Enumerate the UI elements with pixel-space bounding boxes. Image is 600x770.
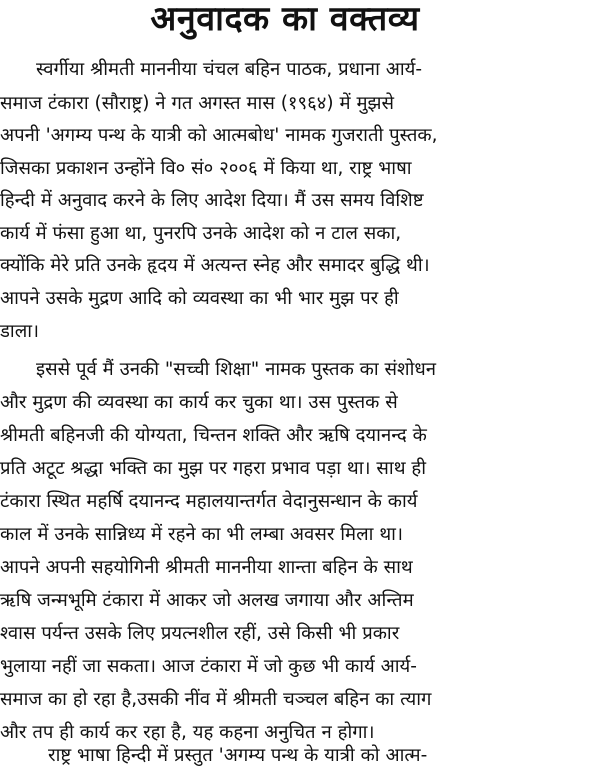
paragraph-line: श्रीमती बहिनजी की योग्यता, चिन्तन शक्ति और ऋषि दयानन्द के — [0, 425, 427, 446]
paragraph-line: काल में उनके सान्निध्य में रहने का भी लम्बा अवसर मिला था। — [0, 524, 403, 545]
paragraph-line: क्योंकि मेरे प्रति उनके हृदय में अत्यन्त स्नेह और समादर बुद्धि थी। — [0, 255, 430, 276]
paragraph-line: अपनी 'अगम्य पन्थ के यात्री को आत्मबोध' नामक गुजराती पुस्तक, — [0, 125, 438, 146]
paragraph-line: श्वास पर्यन्त उसके लिए प्रयत्नशील रहीं, उसे किसी भी प्रकार — [0, 623, 400, 644]
paragraph-line: ऋषि जन्मभूमि टंकारा में आकर जो अलख जगाया और अन्तिम — [0, 590, 414, 611]
paragraph-line: प्रति अटूट श्रद्धा भक्ति का मुझ पर गहरा प्रभाव पड़ा था। साथ ही — [0, 458, 427, 479]
paragraph-line: समाज टंकारा (सौराष्ट्र) ने गत अगस्त मास (१९६४) में मुझसे — [0, 93, 395, 114]
paragraph-line: डाला। — [0, 321, 40, 342]
paragraph-line: जिसका प्रकाशन उन्होंने वि० सं० २००६ में किया था, राष्ट्र भाषा — [0, 158, 412, 179]
paragraph-line: स्वर्गीया श्रीमती माननीया चंचल बहिन पाठक, प्रधाना आर्य- — [36, 59, 423, 80]
paragraph-line: और मुद्रण की व्यवस्था का कार्य कर चुका था। उस पुस्तक से — [0, 392, 398, 413]
paragraph-line: कार्य में फंसा हुआ था, पुनरपि उनके आदेश को न टाल सका, — [0, 223, 402, 244]
paragraph-line: समाज का हो रहा है,उसकी नींव में श्रीमती चञ्चल बहिन का त्याग — [0, 689, 432, 710]
paragraph-line: टंकारा स्थित महर्षि दयानन्द महालयान्तर्गत वेदानुसन्धान के कार्य — [0, 491, 418, 512]
paragraph-line: आपने अपनी सहयोगिनी श्रीमती माननीया शान्ता बहिन के साथ — [0, 557, 413, 578]
paragraph-line: भुलाया नहीं जा सकता। आज टंकारा में जो कुछ भी कार्य आर्य- — [0, 656, 417, 677]
paragraph-line: और तप ही कार्य कर रहा है, यह कहना अनुचित न होगा। — [0, 722, 375, 743]
paragraph-line: इससे पूर्व मैं उनकी "सच्ची शिक्षा" नामक पुस्तक का संशोधन — [36, 359, 437, 380]
paragraph-line: राष्ट्र भाषा हिन्दी में प्रस्तुत 'अगम्य पन्थ के यात्री को आत्म- — [48, 745, 428, 766]
page-title: अनुवादक का वक्तव्य — [150, 0, 420, 39]
paragraph-line: आपने उसके मुद्रण आदि को व्यवस्था का भी भार मुझ पर ही — [0, 288, 399, 309]
paragraph-line: हिन्दी में अनुवाद करने के लिए आदेश दिया। मैं उस समय विशिष्ट — [0, 190, 424, 211]
